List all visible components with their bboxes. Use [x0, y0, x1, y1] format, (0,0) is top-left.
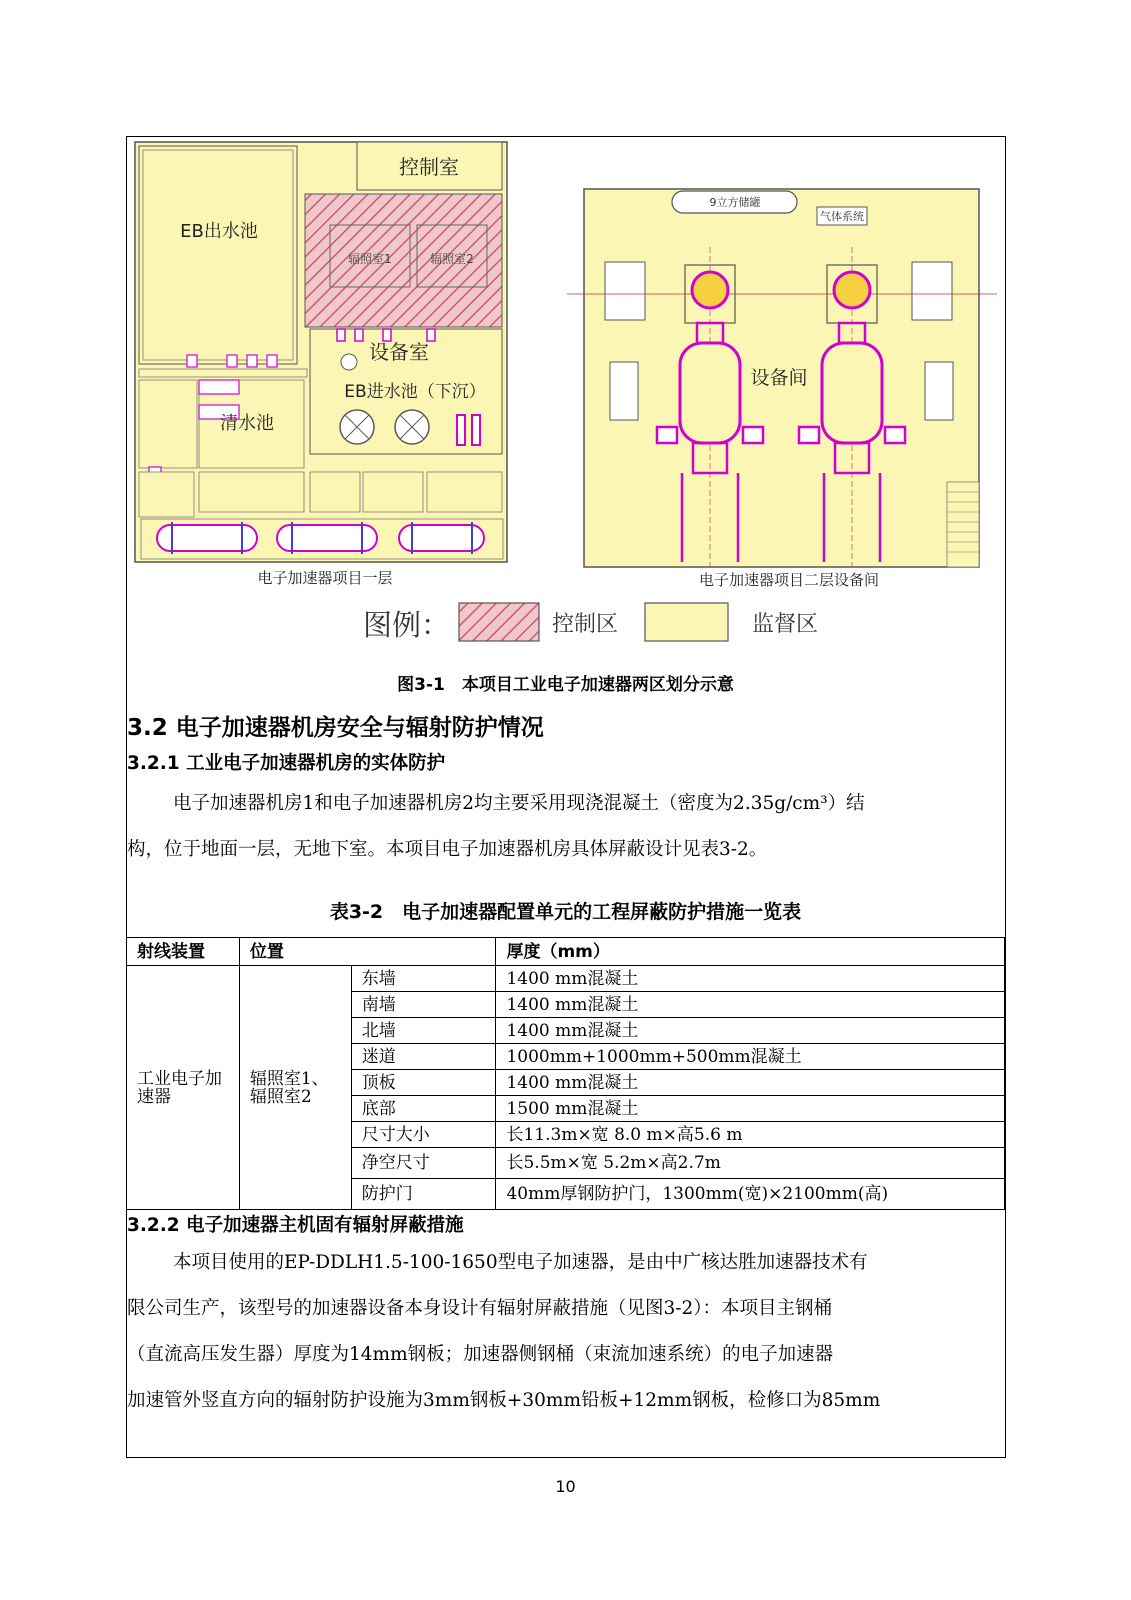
- subsection-2-line-3: （直流高压发生器）厚度为14mm钢板；加速器侧钢桶（束流加速系统）的电子加速器: [127, 1344, 834, 1365]
- label-irradiation-room-1: 辐照室1: [348, 252, 392, 266]
- floor2-plan: [567, 189, 997, 589]
- cell-part: 北墙: [351, 1018, 496, 1044]
- header-thickness: 厚度（mm）: [496, 938, 1005, 966]
- caption-floor1: 电子加速器项目一层: [257, 569, 393, 587]
- cell-value: 长11.3m×宽 8.0 m×高5.6 m: [496, 1122, 1005, 1148]
- label-storage-tank: 9立方储罐: [709, 196, 761, 209]
- subsection-1-line-2: 构，位于地面一层，无地下室。本项目电子加速器机房具体屏蔽设计见表3-2。: [127, 839, 768, 860]
- cell-location: 辐照室1、辐照室2: [239, 966, 351, 1210]
- cell-device: 工业电子加速器: [127, 966, 240, 1210]
- page-number: 10: [555, 1477, 576, 1496]
- cell-part: 净空尺寸: [351, 1148, 496, 1179]
- table-row: [127, 966, 1005, 992]
- header-location: 位置: [239, 938, 496, 966]
- label-eb-outlet-pool: EB出水池: [180, 221, 258, 242]
- table-header-row: [127, 938, 1005, 966]
- label-equipment-room-floor2: 设备间: [750, 367, 808, 389]
- subsection-1-line-1: 电子加速器机房1和电子加速器机房2均主要采用现浇混凝土（密度为2.35g/cm³）结: [173, 793, 865, 814]
- legend-title: 图例：: [363, 608, 451, 642]
- eb-outlet-pool-room: [139, 146, 297, 364]
- subsection-2-line-4: 加速管外竖直方向的辐射防护设施为3mm钢板+30mm铅板+12mm钢板，检修口为85mm: [127, 1390, 881, 1411]
- cell-part: 底部: [351, 1096, 496, 1122]
- cell-value: 40mm厚钢防护门，1300mm(宽)×2100mm(高): [496, 1179, 1005, 1210]
- label-control-room: 控制室: [399, 155, 459, 179]
- subsection-1-paragraph: [127, 781, 999, 873]
- label-irradiation-room-2: 辐照室2: [430, 252, 474, 266]
- section-title: 3.2 电子加速器机房安全与辐射防护情况: [127, 715, 544, 741]
- cell-part: 顶板: [351, 1070, 496, 1096]
- cell-value: 1400 mm混凝土: [496, 992, 1005, 1018]
- shielding-table: [126, 937, 1005, 1210]
- figure-caption: 图3-1 本项目工业电子加速器两区划分示意: [397, 675, 734, 695]
- cell-value: 1400 mm混凝土: [496, 1070, 1005, 1096]
- page-frame: [126, 136, 1006, 1458]
- subsection-2-paragraph: [127, 1240, 999, 1424]
- subsection-2-line-2: 限公司生产，该型号的加速器设备本身设计有辐射屏蔽措施（见图3-2）：本项目主钢桶: [127, 1298, 833, 1319]
- label-gas-system: 气体系统: [820, 210, 864, 223]
- cell-part: 防护门: [351, 1179, 496, 1210]
- cell-part: 尺寸大小: [351, 1122, 496, 1148]
- caption-floor2: 电子加速器项目二层设备间: [698, 571, 880, 589]
- legend-supervision-zone-label: 监督区: [752, 612, 819, 637]
- subsection-1-title: 3.2.1 工业电子加速器机房的实体防护: [127, 753, 446, 774]
- table-caption: 表3-2 电子加速器配置单元的工程屏蔽防护措施一览表: [329, 901, 802, 923]
- subsection-2-line-1: 本项目使用的EP-DDLH1.5-100-1650型电子加速器，是由中广核达胜加速器技术有: [173, 1252, 868, 1273]
- subsection-2-title: 3.2.2 电子加速器主机固有辐射屏蔽措施: [127, 1215, 464, 1236]
- figure-zoning-diagram: [127, 137, 1004, 667]
- cell-value: 1400 mm混凝土: [496, 966, 1005, 992]
- label-equipment-room-floor1: 设备室: [369, 340, 429, 364]
- legend-control-zone-label: 控制区: [552, 612, 619, 637]
- cell-part: 迷道: [351, 1044, 496, 1070]
- header-device: 射线装置: [127, 938, 240, 966]
- cell-value: 1000mm+1000mm+500mm混凝土: [496, 1044, 1005, 1070]
- floor1-plan: [135, 142, 507, 587]
- cell-value: 1500 mm混凝土: [496, 1096, 1005, 1122]
- cell-value: 1400 mm混凝土: [496, 1018, 1005, 1044]
- legend: [363, 603, 818, 642]
- cell-part: 东墙: [351, 966, 496, 992]
- label-clear-water-pool: 清水池: [220, 413, 274, 434]
- label-eb-inlet-pool: EB进水池（下沉）: [344, 382, 486, 402]
- cell-value: 长5.5m×宽 5.2m×高2.7m: [496, 1148, 1005, 1179]
- cell-part: 南墙: [351, 992, 496, 1018]
- legend-supervision-zone-swatch: [645, 603, 728, 641]
- legend-control-zone-swatch: [459, 603, 539, 641]
